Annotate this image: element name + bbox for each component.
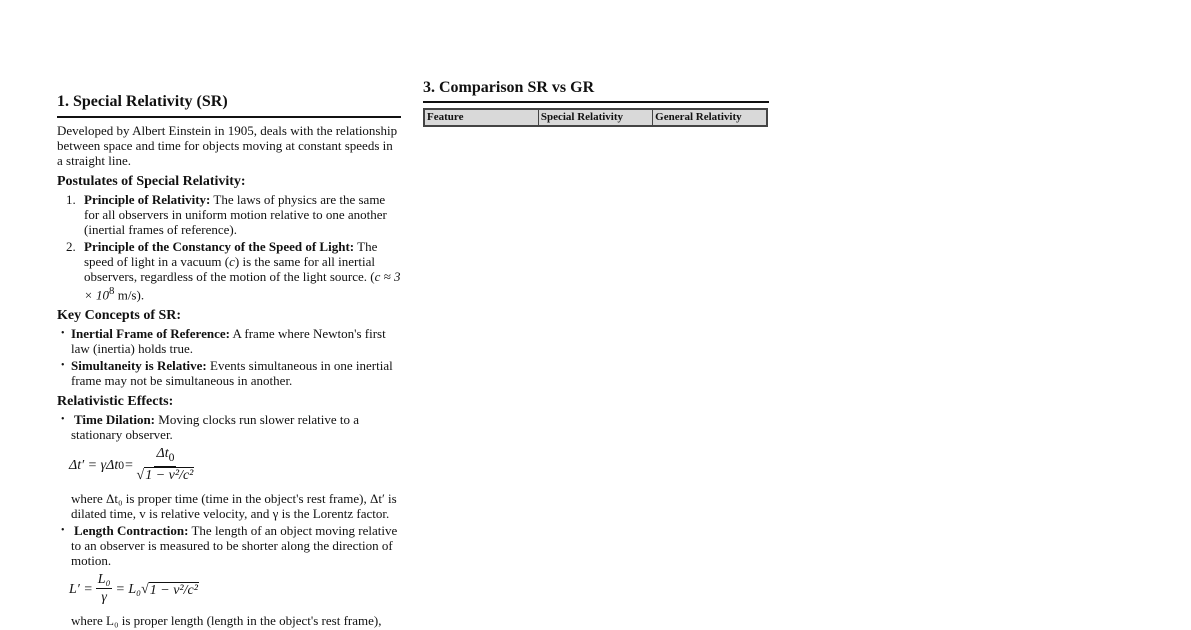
formula-sqrt: 1 − v²/c²	[149, 582, 198, 598]
formula-fraction	[96, 572, 113, 607]
bullet-icon: •	[61, 328, 65, 340]
formula-fraction: $\frac{\Delta t_0}{\text{√1 − v²/c²}}$	[136, 446, 194, 484]
item-number: 2.	[66, 239, 76, 254]
item-text: The length of an object moving relative to an observer is measured to be shorter along the direction of motion.	[71, 523, 398, 569]
bullet-icon: •	[61, 414, 65, 426]
formula-lhs: L′ =	[69, 582, 93, 598]
numerator-subscript: 0	[168, 451, 175, 465]
list-item	[57, 412, 401, 521]
item-text: A frame where Newton's first law (inertia) holds true.	[71, 326, 386, 357]
comparison-section	[423, 79, 769, 127]
item-text: ).	[136, 287, 145, 303]
formula-lhs: Δt′ = γΔt	[69, 458, 119, 474]
relativistic-effects-heading: Relativistic Effects:	[57, 394, 174, 410]
length-contraction-explanation: where L₀ is proper length (length in the object's rest frame),	[71, 613, 382, 629]
item-number: 1.	[66, 192, 76, 207]
list-item	[57, 192, 401, 237]
effects-list	[57, 412, 401, 628]
formula-rhs: = L₀	[115, 582, 142, 598]
math-exponent: 8	[109, 285, 115, 297]
list-item	[57, 358, 401, 388]
formula-equals: =	[124, 458, 134, 474]
section-title-sr: 1. Special Relativity (SR)	[57, 93, 401, 118]
item-text: Moving clocks run slower relative to a stationary observer.	[71, 412, 359, 443]
time-dilation-explanation: where Δt₀ is proper time (time in the object's rest frame), Δt′ is dilated time, v is relative velocity, and γ is the Lorentz factor.	[71, 491, 397, 522]
postulates-list	[57, 192, 401, 302]
fraction-numerator: Δt	[156, 446, 169, 462]
item-term: Principle of the Constancy of the Speed of Light:	[84, 239, 355, 254]
list-item	[57, 326, 401, 356]
time-dilation-formula	[69, 446, 401, 485]
postulates-heading: Postulates of Special Relativity:	[57, 174, 246, 189]
math-expression: c ≈ 3 × 10	[84, 269, 401, 303]
list-item	[57, 523, 401, 628]
length-contraction-formula: L′ = $\frac{\text{L₀}}{\gamma}$ = L₀ √ 1 − v²/c²	[69, 572, 198, 606]
item-text: ) is the same for all inertial observers, regardless of the motion of the light source. (	[84, 254, 375, 284]
item-text: Events simultaneous in one inertial frame may not be simultaneous in another.	[71, 358, 393, 389]
sr-intro: Developed by Albert Einstein in 1905, deals with the relationship between space and time for objects moving at constant speeds in a straight line.	[57, 123, 398, 168]
column-header-sr: Special Relativity	[538, 109, 652, 126]
column-header-gr: General Relativity	[653, 109, 767, 126]
fraction-numerator: L₀	[97, 572, 111, 588]
key-concepts-list	[57, 326, 401, 388]
list-item	[57, 239, 401, 302]
item-term: Inertial Frame of Reference:	[71, 326, 230, 342]
fraction-denominator: 1 − v²/c²	[145, 468, 194, 484]
item-text: The laws of physics are the same for all observers in uniform motion relative to one another (inertial frames of reference).	[84, 192, 387, 237]
bullet-icon: •	[61, 360, 65, 372]
item-term: Time Dilation:	[74, 412, 156, 428]
section-title-comparison: 3. Comparison SR vs GR	[423, 79, 769, 103]
item-term: Principle of Relativity:	[84, 192, 211, 207]
item-term: Simultaneity is Relative:	[71, 358, 207, 374]
table-header-row	[424, 109, 767, 126]
math-symbol: c	[229, 254, 235, 269]
key-concepts-heading: Key Concepts of SR:	[57, 308, 182, 324]
item-term: Length Contraction:	[74, 523, 189, 539]
column-header-feature: Feature	[424, 109, 538, 126]
item-text: The speed of light in a vacuum (	[84, 239, 378, 269]
math-unit: m/s	[114, 287, 137, 303]
comparison-table	[423, 108, 768, 127]
bullet-icon: •	[61, 525, 65, 537]
formula-subscript: 0	[118, 459, 125, 473]
special-relativity-section	[57, 93, 401, 630]
fraction-denominator: γ	[101, 590, 107, 606]
